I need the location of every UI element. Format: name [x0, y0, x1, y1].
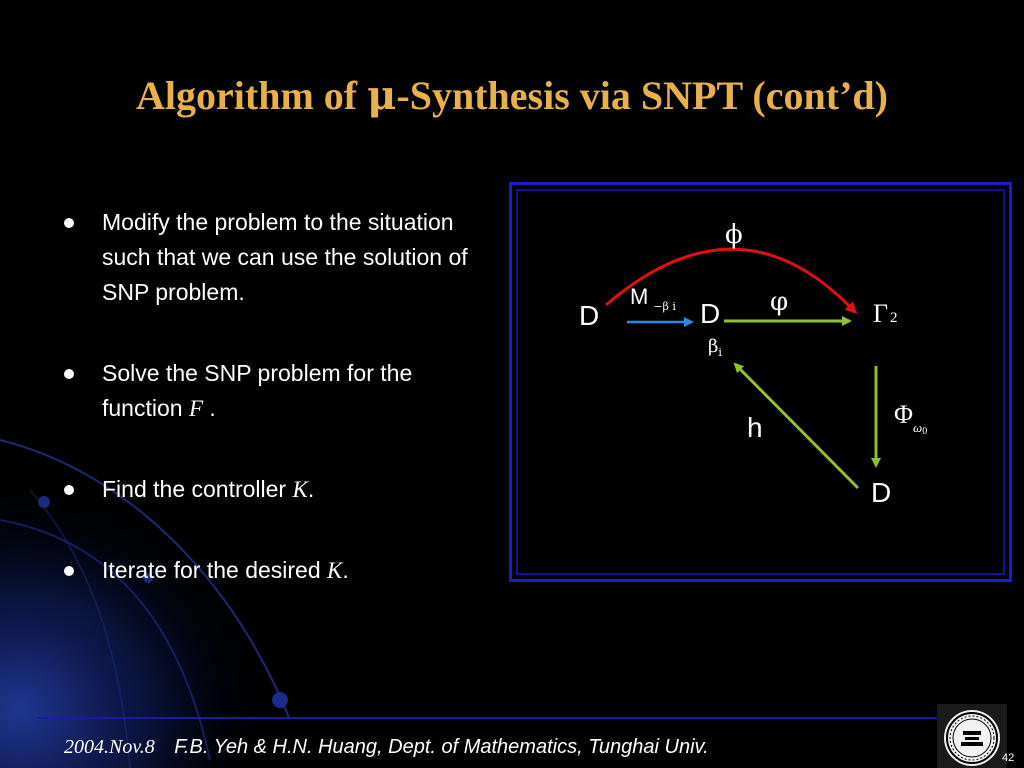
label-Phi: [894, 400, 927, 437]
label-h: h: [747, 412, 763, 443]
bullet-tail: .: [342, 557, 349, 583]
label-phi: ϕ: [725, 220, 743, 250]
Phi-subsubscript: 0: [922, 426, 928, 437]
bullet-text: Find the controller: [102, 476, 293, 502]
bullet-text: Modify the problem to the situation such that we can use the solution of SNP problem.: [102, 209, 468, 305]
m-symbol: M: [630, 284, 649, 309]
title-mu-symbol: μ: [367, 72, 397, 119]
Phi-symbol: Φ: [894, 400, 914, 429]
beta-symbol: β: [708, 336, 719, 357]
bullet-text: Iterate for the desired: [102, 557, 328, 583]
title-prefix: Algorithm of: [136, 73, 368, 118]
bullet-variable: K: [292, 477, 308, 502]
Phi-subscript: ω: [913, 420, 923, 435]
node-d-left: D: [579, 300, 600, 331]
bullet-variable: K: [327, 558, 343, 583]
node-d-bottom: D: [871, 477, 892, 508]
gamma-symbol: Γ: [873, 299, 889, 328]
bullet-tail: .: [307, 476, 315, 502]
label-varphi: φ: [770, 287, 789, 317]
label-m: [630, 284, 676, 313]
footer-credit: F.B. Yeh & H.N. Huang, Dept. of Mathematics, Tunghai Univ.: [174, 736, 709, 758]
bullet-tail: .: [203, 395, 216, 421]
gamma-subscript: 2: [890, 310, 898, 326]
m-subscript: −β i: [653, 300, 676, 313]
bullet-variable: F: [188, 396, 204, 421]
node-d-mid: D: [700, 298, 721, 329]
footer-date: 2004.Nov.8: [64, 736, 155, 758]
label-beta: [708, 336, 722, 359]
page-number: 42: [1002, 752, 1015, 764]
bullet-text: Solve the SNP problem for the function: [102, 360, 413, 421]
title-suffix: -Synthesis via SNPT (cont’d): [396, 73, 888, 118]
beta-subscript: i: [718, 346, 722, 359]
node-gamma: [873, 299, 898, 328]
